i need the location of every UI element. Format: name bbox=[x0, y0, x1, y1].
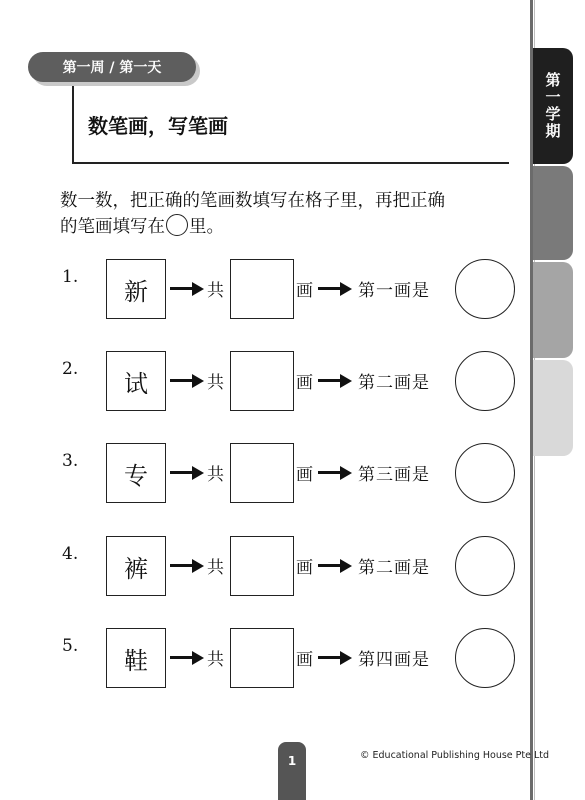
stroke-count-box[interactable] bbox=[230, 628, 294, 688]
exercise-number: 5. bbox=[62, 636, 79, 656]
instructions bbox=[60, 188, 525, 240]
stroke-question: 第四画是 bbox=[358, 650, 430, 670]
stroke-question: 第二画是 bbox=[358, 373, 430, 393]
exercise-character: 鞋 bbox=[124, 646, 148, 675]
arrow-right-icon bbox=[170, 371, 206, 391]
instructions-line-2 bbox=[60, 214, 525, 240]
arrow-right-icon bbox=[318, 463, 354, 483]
side-tab-term-1[interactable] bbox=[533, 48, 573, 164]
arrow-right-icon bbox=[170, 556, 206, 576]
instructions-line-1: 数一数，把正确的笔画数填写在格子里，再把正确 bbox=[60, 191, 445, 211]
character-box bbox=[106, 351, 166, 411]
character-box bbox=[106, 259, 166, 319]
arrow-right-icon bbox=[170, 279, 206, 299]
total-label: 共 bbox=[207, 373, 224, 393]
total-label: 共 bbox=[207, 281, 224, 301]
stroke-question: 第一画是 bbox=[358, 281, 430, 301]
stroke-question: 第三画是 bbox=[358, 465, 430, 485]
copyright-notice: © Educational Publishing House Pte Ltd bbox=[360, 750, 550, 761]
exercise-number: 1. bbox=[62, 267, 79, 287]
circle-icon bbox=[166, 214, 188, 236]
side-tab-2[interactable] bbox=[533, 166, 573, 260]
character-box bbox=[106, 628, 166, 688]
character-box bbox=[106, 536, 166, 596]
unit-label: 画 bbox=[296, 558, 313, 578]
stroke-count-box[interactable] bbox=[230, 259, 294, 319]
stroke-count-box[interactable] bbox=[230, 351, 294, 411]
page-number: 1 bbox=[287, 754, 297, 768]
arrow-right-icon bbox=[318, 371, 354, 391]
stroke-answer-circle[interactable] bbox=[455, 351, 515, 411]
arrow-right-icon bbox=[318, 279, 354, 299]
stroke-answer-circle[interactable] bbox=[455, 259, 515, 319]
character-box bbox=[106, 443, 166, 503]
exercise-row bbox=[0, 628, 530, 692]
unit-label: 画 bbox=[296, 373, 313, 393]
stroke-answer-circle[interactable] bbox=[455, 443, 515, 503]
total-label: 共 bbox=[207, 558, 224, 578]
stroke-count-box[interactable] bbox=[230, 536, 294, 596]
exercise-row bbox=[0, 536, 530, 600]
stroke-count-box[interactable] bbox=[230, 443, 294, 503]
stroke-answer-circle[interactable] bbox=[455, 628, 515, 688]
page-title: 数笔画，写笔画 bbox=[88, 114, 228, 138]
instructions-line-2-end: 里。 bbox=[189, 217, 224, 237]
page-number-tab bbox=[278, 742, 306, 800]
stroke-question: 第二画是 bbox=[358, 558, 430, 578]
exercise-character: 裤 bbox=[124, 554, 148, 583]
exercise-character: 新 bbox=[124, 277, 148, 306]
unit-label: 画 bbox=[296, 281, 313, 301]
arrow-right-icon bbox=[318, 648, 354, 668]
exercise-character: 试 bbox=[124, 369, 148, 398]
arrow-right-icon bbox=[318, 556, 354, 576]
side-tab-3[interactable] bbox=[533, 262, 573, 358]
instructions-line-2-start: 的笔画填写在 bbox=[60, 217, 165, 237]
total-label: 共 bbox=[207, 465, 224, 485]
side-tab-4[interactable] bbox=[533, 360, 573, 456]
exercise-character: 专 bbox=[124, 461, 148, 490]
side-tab-label: 第一学期 bbox=[543, 72, 562, 140]
exercise-number: 3. bbox=[62, 451, 79, 471]
exercise-row bbox=[0, 351, 530, 415]
total-label: 共 bbox=[207, 650, 224, 670]
exercise-number: 4. bbox=[62, 544, 79, 564]
arrow-right-icon bbox=[170, 463, 206, 483]
exercise-row bbox=[0, 259, 530, 323]
unit-label: 画 bbox=[296, 465, 313, 485]
week-day-label: 第一周 / 第一天 bbox=[28, 52, 196, 82]
unit-label: 画 bbox=[296, 650, 313, 670]
exercise-number: 2. bbox=[62, 359, 79, 379]
stroke-answer-circle[interactable] bbox=[455, 536, 515, 596]
arrow-right-icon bbox=[170, 648, 206, 668]
exercise-row bbox=[0, 443, 530, 507]
